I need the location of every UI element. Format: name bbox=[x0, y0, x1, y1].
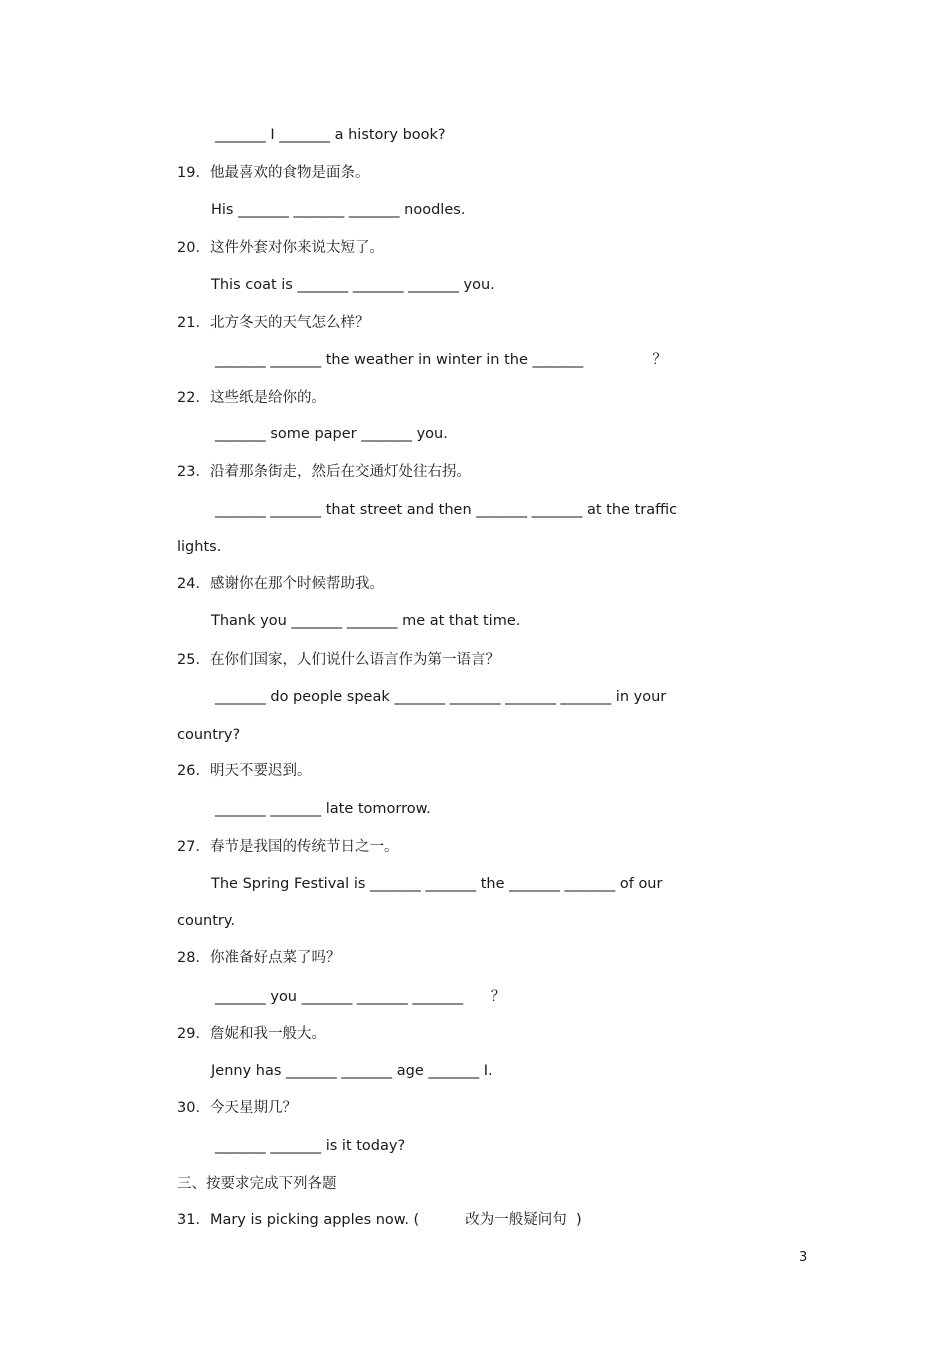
question-21: 21．北方冬天的天气怎么样？ bbox=[177, 315, 370, 331]
answer-line-19: His _______ _______ _______ noodles. bbox=[211, 202, 466, 218]
answer-line-25-wrap: country? bbox=[177, 727, 241, 743]
answer-line-27: The Spring Festival is _______ _______ the _______ _______ of our bbox=[211, 876, 663, 892]
question-30: 30．今天星期几？ bbox=[177, 1100, 297, 1116]
question-19: 19．他最喜欢的食物是面条。 bbox=[177, 165, 370, 181]
page-number: 3 bbox=[799, 1250, 808, 1265]
question-31: 31．Mary is picking apples now. ( 改为一般疑问句 ) bbox=[177, 1212, 582, 1228]
answer-line-23-wrap: lights. bbox=[177, 539, 222, 555]
answer-line-18: _______ I _______ a history book? bbox=[215, 127, 446, 143]
answer-line-27-wrap: country. bbox=[177, 913, 235, 929]
answer-line-26: _______ _______ late tomorrow. bbox=[215, 801, 431, 817]
question-24: 24．感谢你在那个时候帮助我。 bbox=[177, 576, 384, 592]
section-heading-3: 三、按要求完成下列各题 bbox=[177, 1176, 337, 1192]
question-27: 27．春节是我国的传统节日之一。 bbox=[177, 839, 399, 855]
question-20: 20．这件外套对你来说太短了。 bbox=[177, 240, 384, 256]
question-23: 23．沿着那条街走，然后在交通灯处往右拐。 bbox=[177, 464, 471, 480]
question-29: 29．詹妮和我一般大。 bbox=[177, 1026, 326, 1042]
answer-line-30: _______ _______ is it today? bbox=[215, 1138, 406, 1154]
answer-line-25: _______ do people speak _______ _______ _______ _______ in your bbox=[215, 689, 667, 705]
answer-line-21: _______ _______ the weather in winter in the _______ ？ bbox=[215, 352, 667, 368]
question-28: 28．你准备好点菜了吗？ bbox=[177, 950, 341, 966]
answer-line-22: _______ some paper _______ you. bbox=[215, 426, 448, 442]
question-22: 22．这些纸是给你的。 bbox=[177, 390, 326, 406]
question-25: 25．在你们国家，人们说什么语言作为第一语言？ bbox=[177, 652, 500, 668]
answer-line-24: Thank you _______ _______ me at that time. bbox=[211, 613, 521, 629]
answer-line-23: _______ _______ that street and then _______ _______ at the traffic bbox=[215, 502, 678, 518]
question-26: 26．明天不要迟到。 bbox=[177, 763, 312, 779]
answer-line-20: This coat is _______ _______ _______ you. bbox=[211, 277, 495, 293]
answer-line-29: Jenny has _______ _______ age _______ I. bbox=[211, 1063, 493, 1079]
answer-line-28: _______ you _______ _______ _______ ？ bbox=[215, 989, 506, 1005]
